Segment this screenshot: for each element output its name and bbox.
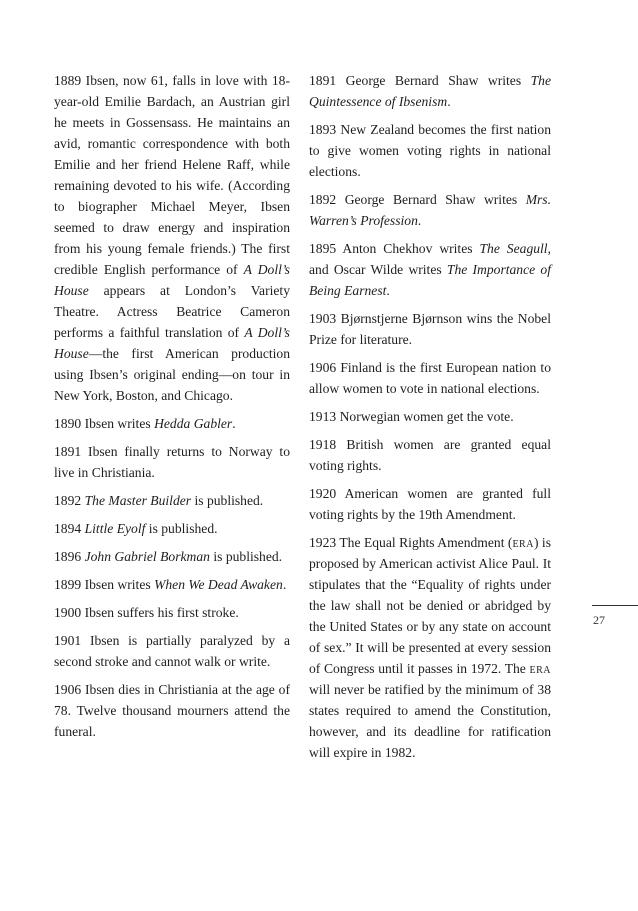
entry-text: New Zealand becomes the first nation to give women voting rights in national elections.	[309, 122, 551, 179]
timeline-entry	[309, 189, 551, 231]
timeline-entry	[309, 406, 551, 427]
work-title: The Seagull	[479, 241, 548, 256]
work-title: The Master Builder	[84, 493, 192, 508]
entry-year: 1899	[54, 577, 82, 592]
entry-year: 1894	[54, 521, 82, 536]
entry-year: 1891	[309, 73, 337, 88]
entry-text: British women are granted equal voting rights.	[309, 437, 551, 473]
entry-year: 1918	[309, 437, 337, 452]
timeline-entry	[54, 602, 290, 623]
entry-text: , and Oscar Wilde writes	[309, 241, 551, 277]
entry-text: Ibsen writes	[81, 577, 155, 592]
entry-text: Ibsen finally returns to Norway to live in Christiania.	[54, 444, 290, 480]
timeline-entry	[309, 532, 551, 763]
entry-text: will never be ratified by the minimum of 38 states required to amend the Constitution, however, and its deadline for ratification will expire in 1982.	[309, 682, 551, 760]
timeline-entry	[309, 119, 551, 182]
timeline-entry	[54, 546, 290, 567]
entry-year: 1896	[54, 549, 82, 564]
work-title: When We Dead Awaken	[154, 577, 283, 592]
work-title: The Quintessence of Ibsenism	[309, 73, 551, 109]
entry-text: is published.	[209, 549, 283, 564]
timeline-entry	[54, 679, 290, 742]
timeline-entry	[54, 518, 290, 539]
timeline-entry	[309, 70, 551, 112]
timeline-entry	[54, 574, 290, 595]
timeline-entry	[309, 483, 551, 525]
entry-year: 1906	[309, 360, 337, 375]
work-title: A Doll’s House	[54, 325, 290, 361]
timeline-entry	[309, 434, 551, 476]
entry-year: 1893	[309, 122, 337, 137]
entry-year: 1923	[309, 535, 337, 550]
entry-text: .	[386, 283, 390, 298]
work-title: Hedda Gabler	[154, 416, 233, 431]
entry-text: is published.	[145, 521, 218, 536]
entry-text: Finland is the first European nation to allow women to vote in national elections.	[309, 360, 551, 396]
entry-year: 1901	[54, 633, 82, 648]
entry-year: 1892	[309, 192, 337, 207]
timeline-entry	[54, 630, 290, 672]
entry-year: 1920	[309, 486, 337, 501]
entry-year: 1891	[54, 444, 82, 459]
entry-text: .	[417, 213, 422, 228]
entry-year: 1903	[309, 311, 337, 326]
timeline-entry	[54, 441, 290, 483]
entry-year: 1895	[309, 241, 337, 256]
entry-text: Ibsen is partially paralyzed by a second stroke and cannot walk or write.	[54, 633, 290, 669]
timeline-entry	[309, 357, 551, 399]
work-title: The Importance of Being Earnest	[309, 262, 551, 298]
acronym: era	[529, 661, 551, 676]
entry-text: .	[282, 577, 287, 592]
entry-year: 1889	[54, 73, 82, 88]
entry-text: The Equal Rights Amendment (	[336, 535, 513, 550]
timeline-entry	[54, 413, 290, 434]
entry-year: 1900	[54, 605, 82, 620]
acronym: era	[512, 535, 534, 550]
work-title: John Gabriel Borkman	[84, 549, 210, 564]
timeline-entry	[54, 70, 290, 406]
entry-text: —the first American production using Ibsen’s original ending—on tour in New York, Boston, and Chicago.	[54, 346, 290, 403]
work-title: Mrs. Warren’s Profession	[309, 192, 551, 228]
entry-text: Norwegian women get the vote.	[336, 409, 514, 424]
entry-year: 1913	[309, 409, 337, 424]
entry-text: George Bernard Shaw writes	[336, 73, 531, 88]
page-number: 27	[593, 613, 605, 627]
entry-year: 1890	[54, 416, 82, 431]
entry-text: Ibsen writes	[81, 416, 155, 431]
entry-text: Bjørnstjerne Bjørnson wins the Nobel Prize for literature.	[309, 311, 551, 347]
entry-text: .	[232, 416, 236, 431]
entry-text: .	[447, 94, 451, 109]
right-column	[309, 70, 551, 770]
timeline-entry	[309, 308, 551, 350]
entry-text: appears at London’s Variety Theatre. Actress Beatrice Cameron performs a faithful translation of	[54, 283, 290, 340]
entry-year: 1906	[54, 682, 82, 697]
entry-text: Ibsen suffers his first stroke.	[81, 605, 239, 620]
entry-year: 1892	[54, 493, 82, 508]
left-column	[54, 70, 290, 749]
entry-text: Ibsen, now 61, falls in love with 18-year-old Emilie Bardach, an Austrian girl he meets in Gossensass. He maintains an avid, romantic correspondence with both Emilie and her friend Helene Raff, while remaining devoted to his wife. (According to biographer Michael Meyer, Ibsen seemed to draw energy and inspiration from his young female friends.) The first credible English performance of	[54, 73, 290, 277]
entry-text: Ibsen dies in Christiania at the age of 78. Twelve thousand mourners attend the funeral.	[54, 682, 290, 739]
entry-text: ) is proposed by American activist Alice Paul. It stipulates that the “Equality of rights under the law shall not be denied or abridged by the United States or by any state on account of sex.” It will be presented at every session of Congress until it passes in 1972. The	[309, 535, 551, 676]
timeline-entry	[54, 490, 290, 511]
entry-text: Anton Chekhov writes	[336, 241, 480, 256]
work-title: A Doll’s House	[54, 262, 290, 298]
entry-text: George Bernard Shaw writes	[336, 192, 526, 207]
timeline-entry	[309, 238, 551, 301]
entry-text: American women are granted full voting rights by the 19th Amendment.	[309, 486, 551, 522]
work-title: Little Eyolf	[84, 521, 146, 536]
page-number-rule	[592, 605, 638, 606]
entry-text: is published.	[191, 493, 264, 508]
